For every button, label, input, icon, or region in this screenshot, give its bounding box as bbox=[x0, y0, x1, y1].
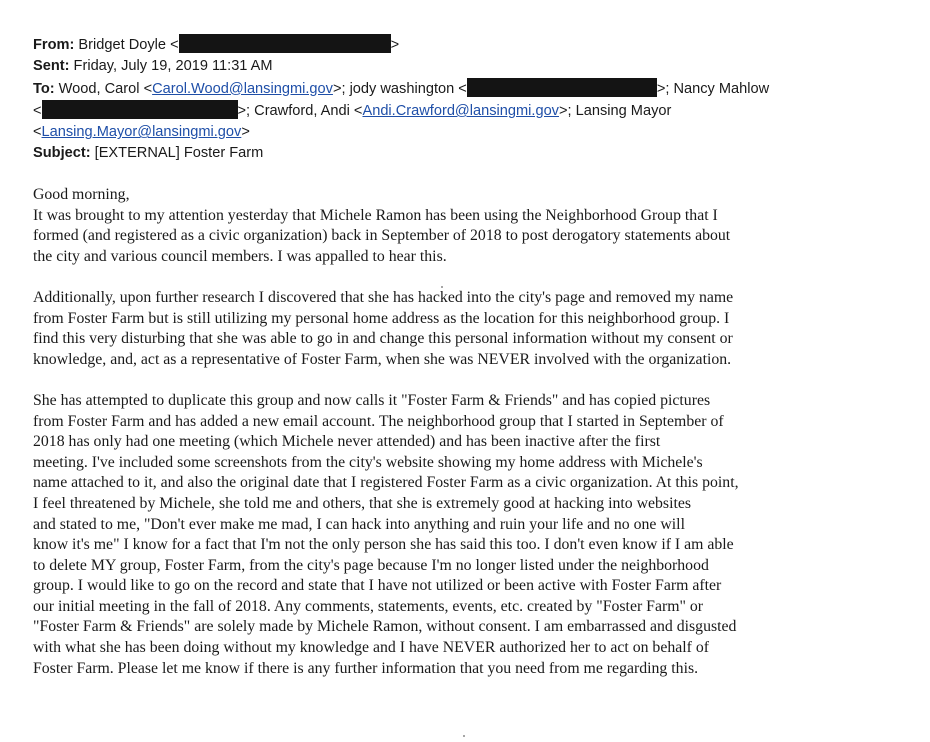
body-line: our initial meeting in the fall of 2018. Any comments, statements, events, etc. created by "Foster Farm" or bbox=[33, 597, 704, 615]
lansing-mayor-email-link[interactable]: Lansing.Mayor@lansingmi.gov bbox=[41, 124, 242, 141]
body-line: "Foster Farm & Friends" are solely made by Michele Ramon, without consent. I am embarrassed and disgusted bbox=[33, 618, 737, 636]
sent-label: Sent: bbox=[33, 58, 70, 75]
to-recipient-mahlow: >; Nancy Mahlow bbox=[656, 80, 770, 97]
scan-speck bbox=[441, 286, 443, 288]
body-line: to delete MY group, Foster Farm, from the city's page because I'm no longer listed under the neighborhood bbox=[33, 556, 709, 574]
body-line: She has attempted to duplicate this group and now calls it "Foster Farm & Friends" and has copied pictures bbox=[33, 391, 711, 409]
body-line: know it's me" I know for a fact that I'm not the only person she has said this too. I don't even know if I am able bbox=[33, 536, 734, 554]
paragraph-2 bbox=[33, 288, 913, 370]
to-recipient-wood: Wood, Carol < bbox=[58, 80, 153, 97]
body-line: meeting. I've included some screenshots from the city's website showing my home address with Michele's bbox=[33, 453, 703, 471]
to-line-2 bbox=[33, 100, 913, 122]
body-line: group. I would like to go on the record and state that I have not utilized or been active with Foster Farm after bbox=[33, 577, 722, 595]
to-label: To: bbox=[33, 80, 55, 97]
to-recipient-washington: >; jody washington < bbox=[332, 80, 467, 97]
redacted-mahlow-email bbox=[42, 100, 238, 119]
paragraph-spacer bbox=[33, 267, 913, 288]
paragraph-3 bbox=[33, 391, 913, 679]
body-line: Good morning, bbox=[33, 186, 130, 203]
email-header bbox=[33, 34, 913, 165]
body-line: with what she has been doing without my knowledge and I have NEVER authorized her to act on behalf of bbox=[33, 639, 710, 657]
to-recipient-crawford: >; Crawford, Andi < bbox=[237, 102, 363, 119]
sent-value: Friday, July 19, 2019 11:31 AM bbox=[73, 58, 273, 75]
subject-label: Subject: bbox=[33, 145, 91, 162]
subject-line bbox=[33, 143, 913, 164]
from-line bbox=[33, 34, 913, 56]
to-close-bracket-3: > bbox=[241, 124, 250, 141]
body-line: formed (and registered as a civic organization) back in September of 2018 to post derogatory statements about bbox=[33, 227, 731, 245]
subject-value: [EXTERNAL] Foster Farm bbox=[94, 145, 264, 162]
from-label: From: bbox=[33, 37, 75, 53]
from-close: > bbox=[390, 37, 400, 53]
paragraph-1 bbox=[33, 185, 913, 267]
to-open-bracket-2: < bbox=[33, 102, 42, 119]
to-line-1 bbox=[33, 78, 913, 100]
body-line: from Foster Farm and has added a new email account. The neighborhood group that I started in September of bbox=[33, 412, 724, 430]
body-line: name attached to it, and also the original date that I registered Foster Farm as a civic organization. At this point, bbox=[33, 474, 739, 492]
to-line-3 bbox=[33, 122, 913, 143]
to-open-bracket-3: < bbox=[33, 124, 42, 141]
scan-speck bbox=[463, 735, 465, 737]
body-line: the city and various council members. I was appalled to hear this. bbox=[33, 247, 447, 265]
body-line: Additionally, upon further research I discovered that she has hacked into the city's page and removed my name bbox=[33, 288, 734, 306]
body-line: Foster Farm. Please let me know if there is any further information that you need from me regarding this. bbox=[33, 659, 699, 677]
body-line: find this very disturbing that she was able to go in and change this personal information without my consent or bbox=[33, 330, 733, 348]
body-line: knowledge, and, act as a representative of Foster Farm, when she was NEVER involved with the organization. bbox=[33, 350, 732, 368]
sent-line bbox=[33, 56, 913, 77]
body-line: and stated to me, "Don't ever make me mad, I can hack into anything and ruin your life and no one will bbox=[33, 515, 685, 533]
email-body bbox=[33, 185, 913, 679]
redacted-washington-email bbox=[467, 78, 657, 97]
to-recipient-mayor: >; Lansing Mayor bbox=[558, 102, 672, 119]
carol-wood-email-link[interactable]: Carol.Wood@lansingmi.gov bbox=[152, 80, 333, 97]
body-line: 2018 has only had one meeting (which Michele never attended) and has been inactive after the first bbox=[33, 433, 661, 451]
body-line: I feel threatened by Michele, she told me and others, that she is extremely good at hacking into websites bbox=[33, 494, 692, 512]
body-line: It was brought to my attention yesterday that Michele Ramon has been using the Neighborhood Group that I bbox=[33, 206, 718, 224]
andi-crawford-email-link[interactable]: Andi.Crawford@lansingmi.gov bbox=[362, 102, 559, 119]
redacted-from-email bbox=[179, 34, 391, 53]
body-line: from Foster Farm but is still utilizing my personal home address as the location for this neighborhood group. I bbox=[33, 309, 730, 327]
from-name: Bridget Doyle < bbox=[78, 37, 179, 53]
paragraph-spacer bbox=[33, 370, 913, 391]
